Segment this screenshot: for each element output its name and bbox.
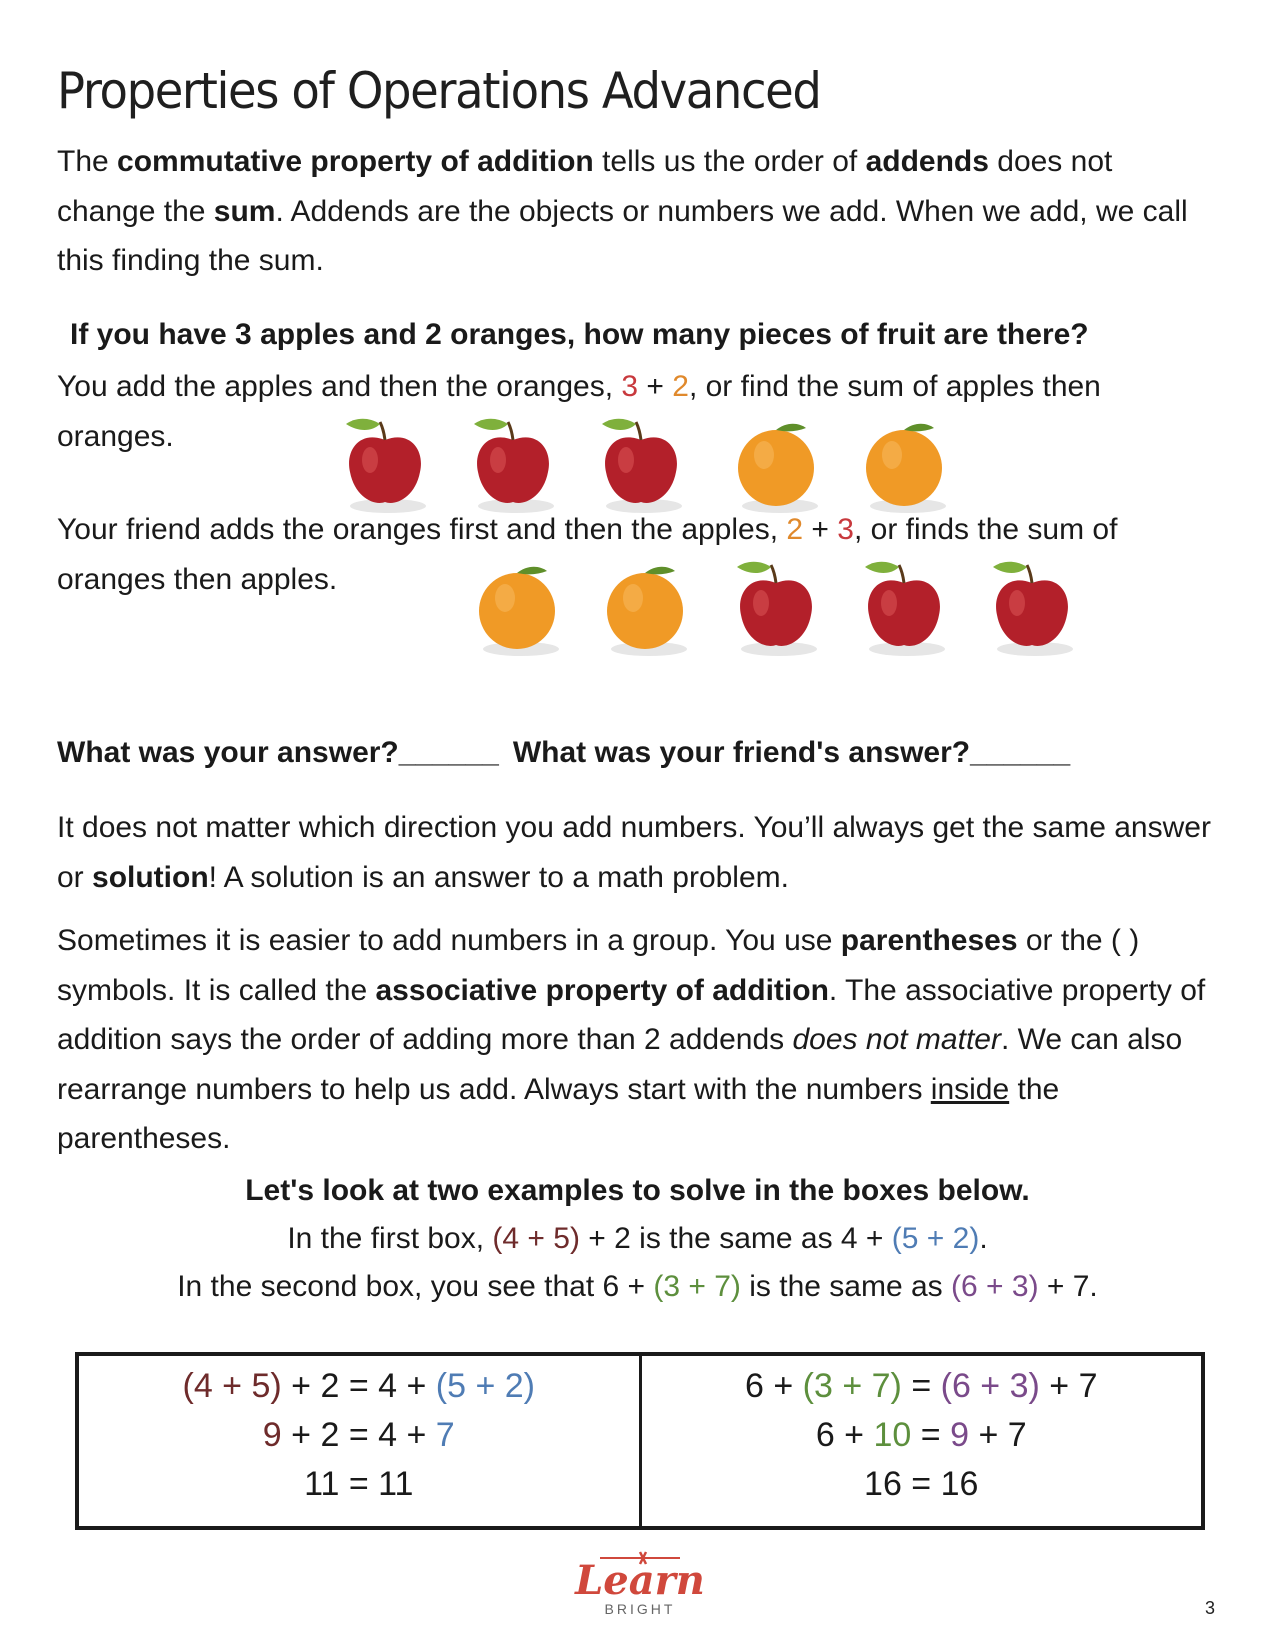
- box2-text-4: 6 +: [815, 1416, 874, 1454]
- assoc-text-3: . The associative property of addition says the order of adding more than 2 addends: [57, 973, 1206, 1056]
- page-number: 3: [1205, 1598, 1216, 1618]
- box1-row-2: [79, 1411, 639, 1460]
- ex1-group-2: (5 + 2): [891, 1222, 980, 1255]
- ex2-group-1: (3 + 7): [653, 1270, 741, 1303]
- orange-icon: [593, 553, 703, 663]
- emphasis-does-not-matter: does not matter: [792, 1023, 1001, 1056]
- emphasis-inside: inside: [930, 1072, 1010, 1106]
- you-num-2: 2: [672, 370, 689, 403]
- you-num-3: 3: [621, 370, 639, 403]
- assoc-text-5: the parentheses.: [57, 1072, 1060, 1155]
- you-text-2: , or find the sum of apples then oranges.: [57, 370, 1101, 453]
- friend-num-2: 2: [786, 513, 804, 546]
- box2-value-1: 10: [873, 1416, 912, 1454]
- box2-text-3: + 7: [1039, 1367, 1098, 1405]
- fruit-question: If you have 3 apples and 2 oranges, how many pieces of fruit are there?: [70, 318, 1089, 351]
- box1-group-2: (5 + 2): [435, 1367, 535, 1405]
- orange-icon: [852, 410, 962, 520]
- apple-icon: [458, 410, 568, 520]
- box2-row-2: [642, 1411, 1202, 1460]
- box2-row-1: [642, 1362, 1202, 1411]
- logo-word: Learn: [575, 1557, 705, 1604]
- box2-text-2: =: [901, 1367, 941, 1405]
- orange-icon: [465, 553, 575, 663]
- box1-value-2: 7: [435, 1416, 455, 1454]
- examples-heading: Let's look at two examples to solve in the boxes below.: [245, 1174, 1030, 1207]
- fruit-row-apples-then-oranges: [330, 410, 970, 520]
- ex2-text-2: is the same as: [740, 1270, 952, 1303]
- direction-text-2: ! A solution is an answer to a math problem.: [208, 860, 789, 894]
- box2-group-1: (3 + 7): [802, 1367, 902, 1405]
- ex2-group-2: (6 + 3): [951, 1270, 1039, 1303]
- direction-text-1: It does not matter which direction you add numbers. You’ll always get the same answer or: [57, 811, 1211, 894]
- box1-row-3: 11 = 11: [304, 1465, 414, 1503]
- friend-answer-prompt: What was your friend's answer?______: [512, 736, 1071, 769]
- ex2-text-1: In the second box, you see that 6 +: [177, 1270, 654, 1303]
- intro-text-2: tells us the order of: [593, 145, 866, 178]
- learn-bright-logo: [560, 1548, 720, 1618]
- box1-text-2: + 2 = 4 +: [281, 1416, 436, 1454]
- logo-sub: BRIGHT: [604, 1601, 676, 1617]
- orange-icon: [724, 410, 834, 520]
- assoc-text-2: or the ( ) symbols. It is called the: [57, 924, 1140, 1007]
- you-plus: +: [638, 370, 673, 403]
- friend-num-3: 3: [837, 513, 854, 546]
- box2-row-3: 16 = 16: [864, 1465, 979, 1503]
- term-solution: solution: [92, 860, 209, 894]
- example-box-2: [639, 1356, 1202, 1526]
- box2-text-1: 6 +: [744, 1367, 803, 1405]
- intro-paragraph: [57, 137, 1217, 286]
- box2-value-2: 9: [950, 1416, 969, 1454]
- term-associative: associative property of addition: [375, 973, 829, 1007]
- your-answer-prompt: What was your answer?______: [57, 736, 499, 769]
- ex1-text-1: In the first box,: [287, 1222, 493, 1255]
- intro-text-1: The: [57, 145, 118, 178]
- associative-paragraph: [57, 916, 1217, 1164]
- apple-icon: [721, 553, 831, 663]
- box2-text-5: =: [911, 1416, 951, 1454]
- box1-text-1: + 2 = 4 +: [281, 1367, 436, 1405]
- term-sum: sum: [213, 194, 276, 228]
- examples-line-1: [0, 1222, 1275, 1256]
- assoc-text-1: Sometimes it is easier to add numbers in a group. You use: [57, 924, 841, 957]
- intro-text-3: does not change the: [57, 145, 1113, 228]
- box1-group-1: (4 + 5): [182, 1367, 282, 1405]
- friend-text-2: , or finds the sum of oranges then apples.: [57, 513, 1118, 596]
- ex1-group-1: (4 + 5): [492, 1222, 580, 1255]
- examples-line-2: [0, 1270, 1275, 1304]
- fruit-row-oranges-then-apples: [465, 553, 1105, 663]
- ex2-text-3: + 7.: [1038, 1270, 1098, 1303]
- page-title: Properties of Operations Advanced: [57, 62, 821, 120]
- term-commutative: commutative property of addition: [117, 145, 594, 178]
- intro-text-4: . Addends are the objects or numbers we add. When we add, we call this finding the sum.: [57, 194, 1188, 277]
- term-addends: addends: [865, 145, 989, 178]
- box2-text-6: + 7: [969, 1416, 1027, 1454]
- you-text-1: You add the apples and then the oranges,: [57, 370, 622, 403]
- examples-table: [75, 1352, 1205, 1530]
- ex1-text-3: .: [979, 1222, 988, 1255]
- assoc-text-4: . We can also rearrange numbers to help us add. Always start with the numbers: [57, 1023, 1183, 1106]
- apple-icon: [586, 410, 696, 520]
- box2-group-2: (6 + 3): [940, 1367, 1040, 1405]
- friend-text-1: Your friend adds the oranges first and then the apples,: [57, 513, 787, 546]
- box1-value-1: 9: [262, 1416, 282, 1454]
- example-box-1: [79, 1356, 639, 1526]
- apple-icon: [977, 553, 1087, 663]
- apple-icon: [849, 553, 959, 663]
- box1-row-1: [79, 1362, 639, 1411]
- apple-icon: [330, 410, 440, 520]
- answers-line: [57, 736, 1070, 770]
- ex1-text-2: + 2 is the same as 4 +: [579, 1222, 892, 1255]
- direction-paragraph: [57, 803, 1217, 902]
- friend-plus: +: [803, 513, 838, 546]
- term-parentheses: parentheses: [840, 924, 1018, 957]
